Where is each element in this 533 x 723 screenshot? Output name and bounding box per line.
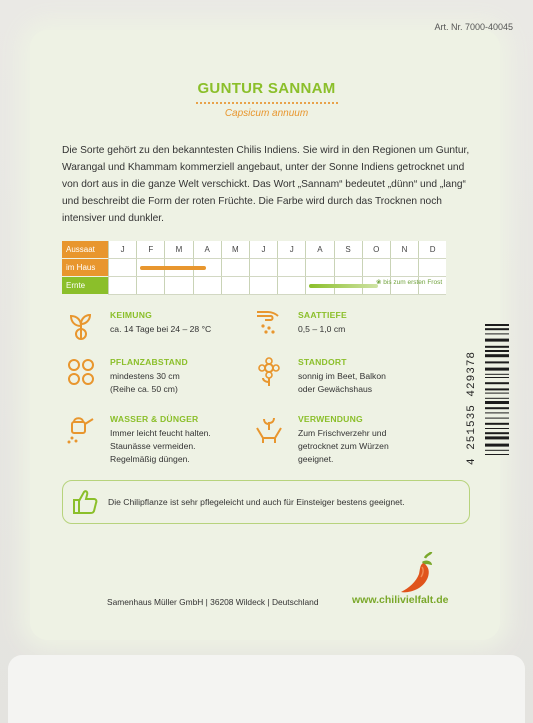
company-footer: Samenhaus Müller GmbH | 36208 Wildeck | Deutschland (107, 597, 319, 607)
barcode-number: 4 251535 429378 (466, 350, 478, 465)
barcode-bar (485, 346, 509, 348)
barcode-bar (485, 382, 509, 384)
month-mar: M (164, 241, 192, 258)
wasser-heading: WASSER & DÜNGER (110, 414, 199, 424)
verwendung-line-2: getrocknet zum Würzen (298, 441, 389, 451)
saattiefe-text: 0,5 – 1,0 cm (298, 324, 346, 334)
verwendung-line-1: Zum Frischverzehr und (298, 428, 387, 438)
hand-seeds-icon (254, 306, 284, 336)
calendar-row-im-haus (62, 259, 446, 277)
barcode-bar (485, 333, 509, 334)
pflanzabstand-heading: PFLANZABSTAND (110, 357, 188, 367)
sowing-period-bar (140, 266, 205, 270)
verwendung-line-3: geeignet. (298, 454, 334, 464)
barcode-bar (485, 350, 509, 352)
variety-title: GUNTUR SANNAM (197, 80, 336, 97)
pflanzabstand-text (110, 370, 260, 396)
barcode-bar (485, 450, 509, 451)
month-aug: A (305, 241, 333, 258)
barcode-bar (485, 388, 509, 390)
calendar-month-header (108, 241, 446, 259)
wasser-line-3: Regelmäßig düngen. (110, 454, 190, 464)
chili-icon (395, 550, 440, 595)
barcode-bar (485, 432, 509, 434)
standort-line-2: oder Gewächshaus (298, 384, 373, 394)
month-jul: J (277, 241, 305, 258)
month-oct: O (362, 241, 390, 258)
wasser-line-2: Staunässe vermeiden. (110, 441, 196, 451)
month-dec: D (418, 241, 446, 258)
month-apr: A (193, 241, 221, 258)
packet-bottom-flap (8, 655, 525, 723)
sun-flower-icon (254, 357, 284, 387)
month-feb: F (136, 241, 164, 258)
saattiefe-heading: SAATTIEFE (298, 310, 347, 320)
barcode-bar (485, 339, 509, 342)
frost-note-text: bis zum ersten Frost (383, 279, 443, 286)
barcode-bar (485, 374, 509, 375)
keimung-heading: KEIMUNG (110, 310, 152, 320)
pflanzabstand-line-1: mindestens 30 cm (110, 371, 180, 381)
frost-note (376, 278, 442, 286)
barcode-bar (485, 436, 509, 439)
calendar-label-aussaat: Aussaat (62, 241, 108, 258)
barcode-bar (485, 423, 509, 425)
verwendung-heading: VERWENDUNG (298, 414, 363, 424)
pflanzabstand-line-2: (Reihe ca. 50 cm) (110, 384, 178, 394)
hands-plant-icon (254, 414, 284, 444)
month-jun: J (249, 241, 277, 258)
month-may: M (221, 241, 249, 258)
barcode-bar (485, 393, 509, 394)
flower-icon: ❀ (376, 279, 384, 286)
month-sep: S (334, 241, 362, 258)
harvest-period-bar (309, 284, 377, 288)
month-jan: J (108, 241, 136, 258)
plant-spacing-icon (66, 357, 96, 387)
barcode-bar (485, 418, 509, 419)
dotted-divider (196, 102, 338, 104)
barcode-bar (485, 454, 509, 455)
tip-text: Die Chilipflanze ist sehr pflegeleicht und auch für Einsteiger bestens geeignet. (108, 497, 405, 507)
calendar-label-im-haus: im Haus (62, 259, 108, 276)
wasser-text (110, 427, 260, 466)
barcode-bar (485, 377, 509, 378)
barcode-bar (485, 354, 509, 357)
variety-description: Die Sorte gehört zu den bekanntesten Chilis Indiens. Sie wird in den Regionen um Guntur, Warangal und Khammam kommerziell angebaut, unter der Sonne Indiens getrocknet und von dort aus in die ganze Welt verschickt. Das Wort „Sannam“ bedeutet „dünn“ und „lang“ und beschreibt die Form der roten Früchte. Die Farbe wird durch das Trocknen noch intensiver und dunkler. (62, 145, 470, 224)
website-link[interactable]: www.chilivielfalt.de (352, 594, 449, 606)
calendar-row-aussaat (62, 241, 446, 259)
wasser-line-1: Immer leicht feucht halten. (110, 428, 211, 438)
verwendung-text (298, 427, 448, 466)
thumbs-up-icon (70, 486, 100, 516)
barcode-bar (485, 328, 509, 330)
barcode-bar (485, 412, 509, 413)
barcode-bar (485, 407, 509, 409)
standort-text (298, 370, 448, 396)
barcode-bar (485, 428, 509, 429)
barcode-bar (485, 398, 509, 399)
standort-heading: STANDORT (298, 357, 347, 367)
calendar-label-ernte: Ernte (62, 277, 108, 294)
latin-name: Capsicum annuum (224, 108, 309, 119)
barcode-bar (485, 368, 509, 371)
article-number: Art. Nr. 7000-40045 (434, 22, 513, 32)
seedling-icon (66, 310, 96, 340)
standort-line-1: sonnig im Beet, Balkon (298, 371, 386, 381)
watering-can-icon (66, 414, 96, 444)
barcode-bar (485, 401, 509, 404)
barcode (481, 320, 515, 470)
month-nov: N (390, 241, 418, 258)
barcode-bar (485, 324, 509, 326)
keimung-text: ca. 14 Tage bei 24 – 28 °C (110, 324, 212, 334)
barcode-bar (485, 361, 509, 363)
barcode-bar (485, 444, 509, 447)
